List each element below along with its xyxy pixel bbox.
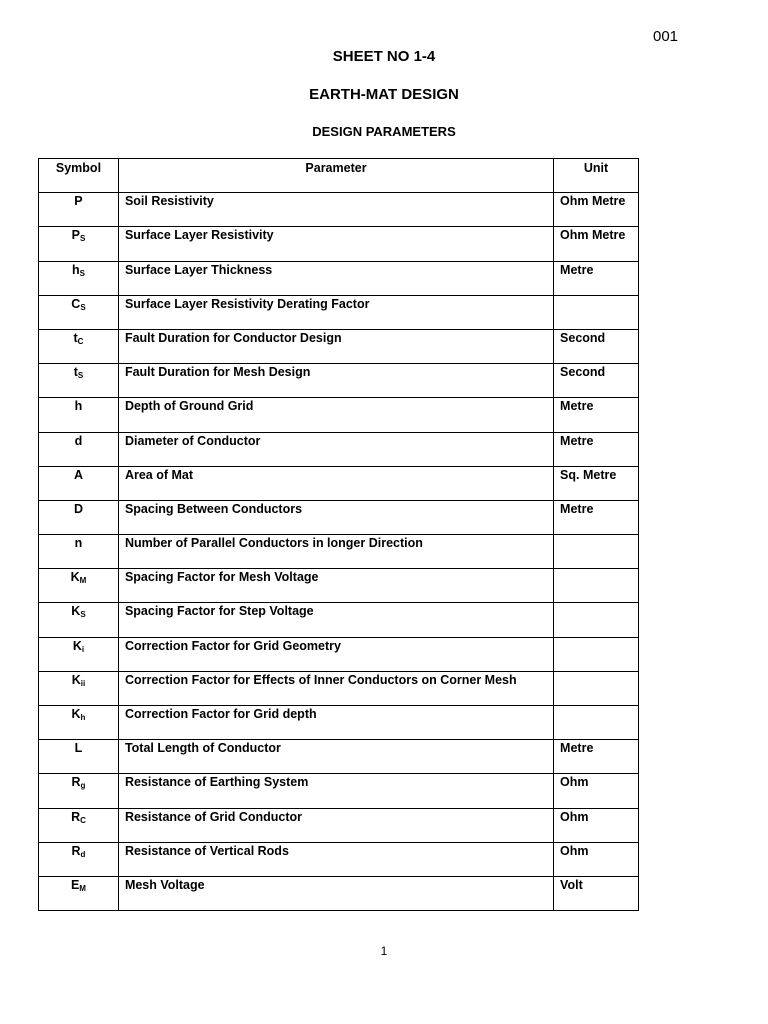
parameter-cell: Correction Factor for Grid depth	[118, 706, 553, 740]
symbol-main: P	[74, 194, 83, 209]
unit-cell: Volt	[554, 876, 639, 910]
parameter-cell: Spacing Factor for Step Voltage	[118, 603, 553, 637]
parameter-cell: Surface Layer Resistivity Derating Factor	[118, 295, 553, 329]
parameter-cell: Resistance of Vertical Rods	[118, 842, 553, 876]
parameter-cell: Resistance of Grid Conductor	[118, 808, 553, 842]
symbol-sub: C	[80, 815, 86, 825]
unit-cell	[554, 535, 639, 569]
symbol-cell	[39, 398, 119, 432]
symbol-main: R	[71, 775, 81, 790]
symbol-cell	[39, 774, 119, 808]
symbol-cell	[39, 706, 119, 740]
symbol-sub: S	[80, 610, 86, 620]
table-row	[39, 295, 639, 329]
unit-cell	[554, 603, 639, 637]
sheet-title: SHEET NO 1-4	[332, 48, 436, 65]
symbol-cell	[39, 295, 119, 329]
symbol-main: h	[74, 399, 83, 414]
symbol-cell	[39, 808, 119, 842]
unit-cell: Metre	[554, 500, 639, 534]
symbol-cell	[39, 364, 119, 398]
symbol-sub: S	[79, 234, 86, 244]
parameter-cell: Number of Parallel Conductors in longer Direction	[118, 535, 553, 569]
symbol-sub: ii	[80, 678, 86, 688]
symbol-sub: C	[77, 336, 84, 346]
table-body	[39, 193, 639, 911]
unit-cell: Ohm Metre	[554, 227, 639, 261]
design-title: EARTH-MAT DESIGN	[309, 86, 459, 103]
symbol-main: K	[71, 604, 81, 619]
table-row	[39, 876, 639, 910]
symbol-sub: S	[77, 371, 84, 381]
parameter-cell: Spacing Between Conductors	[118, 500, 553, 534]
symbol-cell	[39, 876, 119, 910]
table-row	[39, 193, 639, 227]
unit-cell	[554, 569, 639, 603]
table-row	[39, 774, 639, 808]
symbol-main: A	[73, 467, 83, 482]
symbol-sub: i	[81, 644, 85, 654]
unit-cell	[554, 295, 639, 329]
parameter-cell: Correction Factor for Effects of Inner Conductors on Corner Mesh	[118, 671, 553, 705]
table-row	[39, 808, 639, 842]
unit-cell: Sq. Metre	[554, 466, 639, 500]
parameter-cell: Soil Resistivity	[118, 193, 553, 227]
symbol-cell	[39, 329, 119, 363]
unit-cell: Metre	[554, 261, 639, 295]
unit-cell	[554, 671, 639, 705]
table-row	[39, 432, 639, 466]
unit-cell: Ohm	[554, 842, 639, 876]
symbol-main: K	[71, 672, 81, 687]
table-row	[39, 637, 639, 671]
symbol-main: R	[71, 809, 81, 824]
symbol-main: D	[73, 501, 83, 516]
parameter-cell: Mesh Voltage	[118, 876, 553, 910]
symbol-cell	[39, 637, 119, 671]
symbol-cell	[39, 535, 119, 569]
symbol-cell	[39, 227, 119, 261]
symbol-main: K	[70, 570, 80, 585]
symbol-main: C	[71, 296, 81, 311]
table-row	[39, 842, 639, 876]
symbol-cell	[39, 261, 119, 295]
symbol-main: n	[74, 536, 83, 551]
parameter-cell: Fault Duration for Mesh Design	[118, 364, 553, 398]
symbol-main: K	[71, 707, 81, 721]
symbol-cell	[39, 603, 119, 637]
table-row	[39, 364, 639, 398]
symbol-main: d	[74, 433, 83, 448]
symbol-main: E	[70, 877, 80, 892]
parameter-cell: Fault Duration for Conductor Design	[118, 329, 553, 363]
symbol-sub: M	[79, 576, 87, 586]
table-row	[39, 569, 639, 603]
table-row	[39, 535, 639, 569]
symbol-sub: h	[80, 713, 86, 722]
header-parameter: Parameter	[118, 159, 553, 193]
table-row	[39, 500, 639, 534]
parameter-cell: Diameter of Conductor	[118, 432, 553, 466]
table-row	[39, 740, 639, 774]
symbol-cell	[39, 466, 119, 500]
symbol-cell	[39, 569, 119, 603]
symbol-main: K	[72, 638, 82, 653]
header-unit: Unit	[554, 159, 639, 193]
table-row	[39, 398, 639, 432]
unit-cell: Metre	[554, 740, 639, 774]
unit-cell: Second	[554, 364, 639, 398]
design-parameters-table	[38, 158, 639, 911]
symbol-main: h	[71, 262, 80, 277]
symbol-cell	[39, 740, 119, 774]
page-code: 001	[653, 28, 679, 45]
symbol-main: P	[71, 228, 80, 243]
unit-cell	[554, 706, 639, 740]
symbol-cell	[39, 193, 119, 227]
unit-cell: Metre	[554, 398, 639, 432]
table-row	[39, 227, 639, 261]
symbol-main: L	[74, 741, 83, 756]
table-row	[39, 706, 639, 740]
table-header-row	[39, 159, 639, 193]
table-row	[39, 603, 639, 637]
parameter-cell: Total Length of Conductor	[118, 740, 553, 774]
section-title: DESIGN PARAMETERS	[312, 124, 456, 139]
symbol-sub: M	[79, 883, 86, 893]
symbol-sub: S	[79, 268, 85, 278]
unit-cell: Metre	[554, 432, 639, 466]
symbol-cell	[39, 671, 119, 705]
parameter-cell: Spacing Factor for Mesh Voltage	[118, 569, 553, 603]
symbol-sub: g	[80, 781, 86, 791]
symbol-sub: S	[80, 302, 86, 312]
symbol-sub: d	[80, 849, 86, 859]
symbol-main: t	[73, 330, 78, 345]
unit-cell: Second	[554, 329, 639, 363]
parameter-cell: Surface Layer Thickness	[118, 261, 553, 295]
unit-cell: Ohm	[554, 774, 639, 808]
symbol-main: t	[73, 365, 78, 380]
parameter-cell: Correction Factor for Grid Geometry	[118, 637, 553, 671]
parameter-cell: Area of Mat	[118, 466, 553, 500]
header-symbol: Symbol	[39, 159, 119, 193]
table-row	[39, 329, 639, 363]
parameter-cell: Surface Layer Resistivity	[118, 227, 553, 261]
symbol-main: R	[71, 843, 81, 858]
symbol-cell	[39, 500, 119, 534]
unit-cell	[554, 637, 639, 671]
parameter-cell: Resistance of Earthing System	[118, 774, 553, 808]
unit-cell: Ohm Metre	[554, 193, 639, 227]
parameter-cell: Depth of Ground Grid	[118, 398, 553, 432]
page-number: 1	[380, 944, 388, 958]
unit-cell: Ohm	[554, 808, 639, 842]
symbol-cell	[39, 432, 119, 466]
table-row	[39, 466, 639, 500]
table-row	[39, 261, 639, 295]
symbol-cell	[39, 842, 119, 876]
table-row	[39, 671, 639, 705]
